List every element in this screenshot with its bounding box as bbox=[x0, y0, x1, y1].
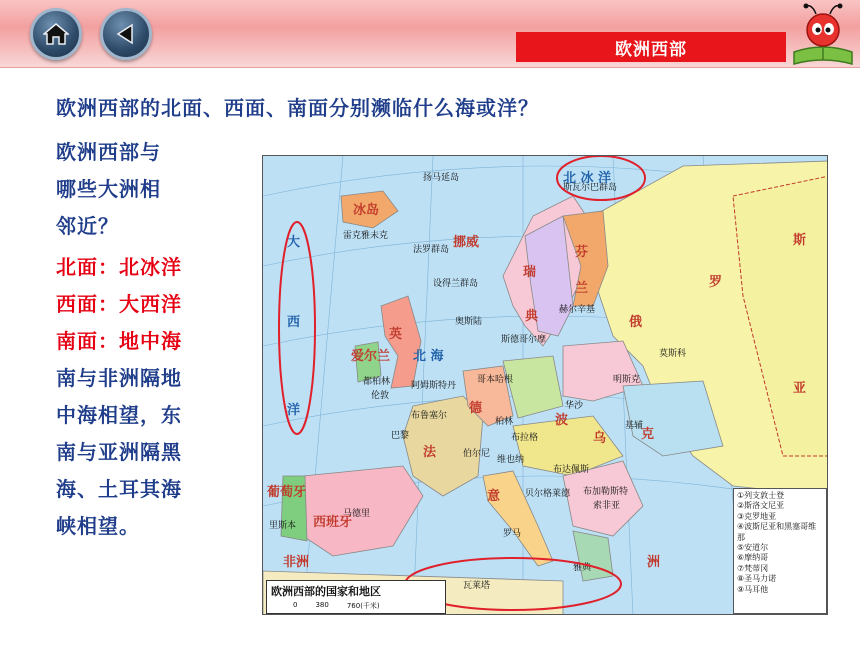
label-italy: 意 bbox=[487, 489, 501, 504]
list-item: ⑥摩纳哥 bbox=[737, 553, 769, 563]
label-ukraine-2: 克 bbox=[641, 427, 655, 442]
label-warsaw: 华沙 bbox=[565, 401, 584, 411]
answer-text bbox=[56, 134, 236, 545]
text-line: 中海相望，东 bbox=[56, 403, 182, 427]
label-faroe: 法罗群岛 bbox=[413, 245, 450, 255]
label-spain: 西班牙 bbox=[313, 515, 353, 530]
mascot-icon bbox=[786, 2, 860, 72]
list-item: ①列支敦士登 bbox=[737, 491, 785, 500]
text-line: 欧洲西部与 bbox=[56, 140, 161, 164]
scale-label: 760(千米) bbox=[346, 602, 380, 610]
label-sofia: 索非亚 bbox=[593, 501, 621, 511]
scale-label: 380 bbox=[315, 601, 329, 609]
label-prague: 布拉格 bbox=[511, 433, 539, 443]
question-text: 欧洲西部的北面、西面、南面分别濒临什么海或洋？ bbox=[56, 96, 539, 120]
label-africa: 非洲 bbox=[283, 555, 310, 570]
label-budapest: 布达佩斯 bbox=[553, 465, 590, 475]
label-arctic-ocean: 北 冰 洋 bbox=[563, 171, 612, 186]
label-moscow: 莫斯科 bbox=[659, 349, 687, 359]
label-vienna: 维也纳 bbox=[497, 455, 525, 465]
label-russia-3: 斯 bbox=[793, 233, 807, 248]
list-item: ③克罗地亚 bbox=[737, 511, 777, 521]
section-title: 欧洲西部 bbox=[516, 32, 786, 62]
answer-south: 南面：地中海 bbox=[56, 329, 182, 353]
label-svalbard: 斯瓦尔巴群岛 bbox=[563, 183, 618, 193]
list-item: ⑧圣马力诺 bbox=[737, 574, 777, 584]
label-bucharest: 布加勒斯特 bbox=[583, 487, 629, 497]
label-iceland: 冰岛 bbox=[353, 203, 380, 218]
scale-label: 0 bbox=[293, 601, 298, 609]
back-arrow-icon bbox=[114, 22, 138, 46]
home-button[interactable] bbox=[30, 8, 82, 60]
label-dublin: 都柏林 bbox=[363, 377, 391, 387]
legend-title: 欧洲西部的国家和地区 bbox=[271, 585, 381, 598]
text-line: 哪些大洲相 bbox=[56, 177, 161, 201]
label-finland-1: 芬 bbox=[575, 245, 589, 260]
label-atlantic-1: 大 bbox=[287, 235, 301, 250]
label-bern: 伯尔尼 bbox=[463, 449, 491, 459]
label-poland: 波 bbox=[555, 413, 569, 428]
label-ireland: 爱尔兰 bbox=[351, 349, 391, 364]
back-button[interactable] bbox=[100, 8, 152, 60]
list-item: ④波斯尼亚和黑塞哥维那 bbox=[737, 522, 817, 542]
label-jan-mayen: 扬马延岛 bbox=[423, 173, 460, 183]
label-amsterdam: 阿姆斯特丹 bbox=[411, 381, 457, 391]
label-valletta: 瓦莱塔 bbox=[463, 581, 491, 591]
label-france: 法 bbox=[423, 445, 437, 460]
label-lisbon: 里斯本 bbox=[269, 521, 297, 531]
europe-map bbox=[262, 155, 828, 615]
label-helsinki: 赫尔辛基 bbox=[559, 305, 596, 315]
label-reykjavik: 雷克雅未克 bbox=[343, 231, 389, 241]
label-atlantic-2: 西 bbox=[287, 315, 301, 330]
label-belgrade: 贝尔格莱德 bbox=[525, 489, 571, 499]
label-brussels: 布鲁塞尔 bbox=[411, 411, 448, 421]
label-sweden-2: 典 bbox=[525, 309, 539, 324]
text-line: 海、土耳其海 bbox=[56, 477, 182, 501]
label-russia-1: 俄 bbox=[629, 315, 643, 330]
label-atlantic-3: 洋 bbox=[287, 403, 301, 418]
list-item: ⑤安道尔 bbox=[737, 542, 769, 552]
label-stockholm: 斯德哥尔摩 bbox=[501, 335, 547, 345]
list-item: ②斯洛文尼亚 bbox=[737, 501, 785, 511]
label-asia: 洲 bbox=[647, 555, 661, 570]
label-oslo: 奥斯陆 bbox=[455, 317, 483, 327]
label-north-sea: 北 海 bbox=[413, 349, 444, 364]
list-item: ⑦梵蒂冈 bbox=[737, 563, 769, 573]
label-athens: 雅典 bbox=[573, 563, 592, 573]
text-line: 南与非洲隔地 bbox=[56, 366, 182, 390]
answer-north: 北面：北冰洋 bbox=[56, 255, 182, 279]
label-london: 伦敦 bbox=[371, 391, 390, 401]
text-line: 南与亚洲隔黑 bbox=[56, 440, 182, 464]
text-line: 邻近？ bbox=[56, 214, 119, 238]
label-kiev: 基辅 bbox=[625, 421, 644, 431]
country-list bbox=[733, 488, 827, 614]
list-item: ⑨马耳他 bbox=[737, 584, 769, 594]
label-rome: 罗马 bbox=[503, 529, 522, 539]
label-russia-4: 亚 bbox=[793, 381, 807, 396]
label-germany: 德 bbox=[469, 401, 483, 416]
label-madrid: 马德里 bbox=[343, 509, 371, 519]
label-finland-2: 兰 bbox=[575, 281, 589, 296]
map-scale bbox=[271, 601, 441, 611]
label-norway: 挪威 bbox=[453, 235, 480, 250]
label-uk: 英 bbox=[389, 327, 403, 342]
label-ukraine-1: 乌 bbox=[593, 431, 607, 446]
label-copenhagen: 哥本哈根 bbox=[477, 375, 514, 385]
label-berlin: 柏林 bbox=[495, 417, 514, 427]
label-portugal: 葡萄牙 bbox=[267, 485, 307, 500]
label-paris: 巴黎 bbox=[391, 431, 410, 441]
label-shetland: 设得兰群岛 bbox=[433, 279, 479, 289]
home-icon bbox=[43, 22, 69, 46]
label-minsk: 明斯克 bbox=[613, 375, 641, 385]
text-line: 峡相望。 bbox=[56, 514, 140, 538]
label-sweden-1: 瑞 bbox=[523, 265, 537, 280]
map-legend bbox=[266, 580, 446, 614]
label-russia-2: 罗 bbox=[709, 275, 723, 290]
answer-west: 西面：大西洋 bbox=[56, 292, 182, 316]
